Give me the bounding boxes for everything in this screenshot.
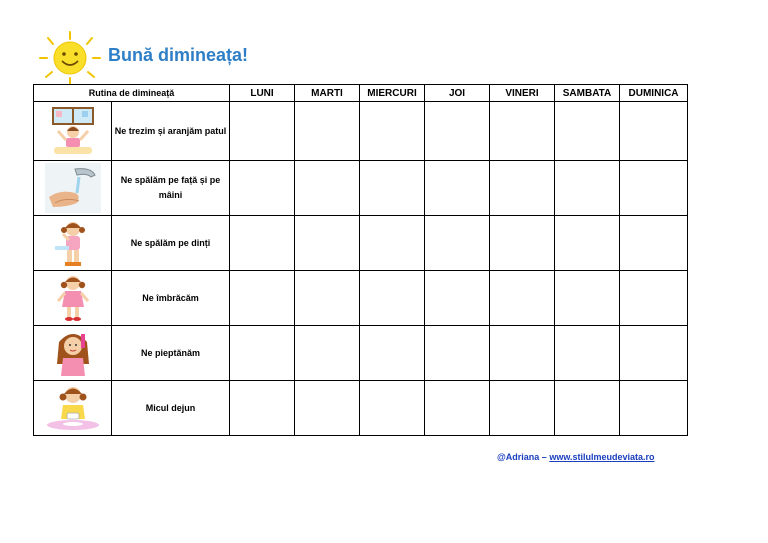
checkbox-cell-vineri[interactable] — [490, 381, 555, 436]
checkbox-cell-luni[interactable] — [230, 102, 295, 161]
task-label: Ne îmbrăcăm — [112, 271, 230, 326]
checkbox-cell-marti[interactable] — [295, 381, 360, 436]
checkbox-cell-marti[interactable] — [295, 216, 360, 271]
washing-hands-icon — [45, 163, 101, 213]
checkbox-cell-vineri[interactable] — [490, 161, 555, 216]
row-image-cell — [34, 326, 112, 381]
task-label: Micul dejun — [112, 381, 230, 436]
day-header-joi: JOI — [425, 85, 490, 102]
table-row — [34, 102, 688, 161]
checkbox-cell-marti[interactable] — [295, 271, 360, 326]
checkbox-cell-luni[interactable] — [230, 161, 295, 216]
checkbox-cell-duminica[interactable] — [620, 161, 688, 216]
brushing-teeth-icon — [53, 218, 93, 268]
checkbox-cell-joi[interactable] — [425, 326, 490, 381]
day-header-miercuri: MIERCURI — [360, 85, 425, 102]
checkbox-cell-vineri[interactable] — [490, 326, 555, 381]
checkbox-cell-miercuri[interactable] — [360, 102, 425, 161]
checkbox-cell-duminica[interactable] — [620, 102, 688, 161]
day-header-marti: MARTI — [295, 85, 360, 102]
footer-author: @Adriana — [497, 452, 540, 462]
checkbox-cell-marti[interactable] — [295, 326, 360, 381]
table-row — [34, 381, 688, 436]
row-image-cell — [34, 271, 112, 326]
task-label: Ne pieptănăm — [112, 326, 230, 381]
checkbox-cell-miercuri[interactable] — [360, 381, 425, 436]
checkbox-cell-luni[interactable] — [230, 216, 295, 271]
checkbox-cell-duminica[interactable] — [620, 381, 688, 436]
checkbox-cell-vineri[interactable] — [490, 271, 555, 326]
checkbox-cell-luni[interactable] — [230, 271, 295, 326]
day-header-luni: LUNI — [230, 85, 295, 102]
task-label: Ne trezim și aranjăm patul — [112, 102, 230, 161]
checkbox-cell-vineri[interactable] — [490, 102, 555, 161]
checkbox-cell-sambata[interactable] — [555, 216, 620, 271]
checkbox-cell-joi[interactable] — [425, 271, 490, 326]
day-header-vineri: VINERI — [490, 85, 555, 102]
footer-separator: – — [539, 452, 550, 462]
checkbox-cell-sambata[interactable] — [555, 102, 620, 161]
checkbox-cell-sambata[interactable] — [555, 381, 620, 436]
checkbox-cell-duminica[interactable] — [620, 216, 688, 271]
row-image-cell — [34, 161, 112, 216]
getting-dressed-icon — [53, 273, 93, 323]
footer-credit — [497, 452, 655, 462]
checkbox-cell-miercuri[interactable] — [360, 271, 425, 326]
smiling-sun-icon — [38, 30, 102, 86]
routine-chart — [33, 84, 688, 436]
checkbox-cell-joi[interactable] — [425, 161, 490, 216]
checkbox-cell-joi[interactable] — [425, 381, 490, 436]
checkbox-cell-duminica[interactable] — [620, 326, 688, 381]
day-header-duminica: DUMINICA — [620, 85, 688, 102]
checkbox-cell-marti[interactable] — [295, 102, 360, 161]
checkbox-cell-marti[interactable] — [295, 161, 360, 216]
task-label: Ne spălăm pe dinți — [112, 216, 230, 271]
checkbox-cell-joi[interactable] — [425, 102, 490, 161]
checkbox-cell-sambata[interactable] — [555, 271, 620, 326]
checkbox-cell-duminica[interactable] — [620, 271, 688, 326]
table-row — [34, 271, 688, 326]
checkbox-cell-sambata[interactable] — [555, 161, 620, 216]
breakfast-icon — [43, 383, 103, 433]
day-header-sambata: SAMBATA — [555, 85, 620, 102]
table-row — [34, 161, 688, 216]
task-label: Ne spălăm pe față și pe mâini — [112, 161, 230, 216]
combing-hair-icon — [51, 328, 95, 378]
checkbox-cell-vineri[interactable] — [490, 216, 555, 271]
table-row — [34, 216, 688, 271]
table-row — [34, 326, 688, 381]
row-image-cell — [34, 381, 112, 436]
page-title: Bună dimineața! — [108, 45, 249, 65]
row-image-cell — [34, 216, 112, 271]
checkbox-cell-joi[interactable] — [425, 216, 490, 271]
checkbox-cell-luni[interactable] — [230, 326, 295, 381]
checkbox-cell-miercuri[interactable] — [360, 326, 425, 381]
routine-header: Rutina de dimineață — [34, 85, 230, 102]
checkbox-cell-miercuri[interactable] — [360, 216, 425, 271]
footer-website-link[interactable]: www.stilulmeudeviata.ro — [549, 452, 655, 462]
checkbox-cell-miercuri[interactable] — [360, 161, 425, 216]
row-image-cell — [34, 102, 112, 161]
checkbox-cell-sambata[interactable] — [555, 326, 620, 381]
child-waking-up-icon — [48, 105, 98, 157]
header-row — [34, 85, 688, 102]
checkbox-cell-luni[interactable] — [230, 381, 295, 436]
